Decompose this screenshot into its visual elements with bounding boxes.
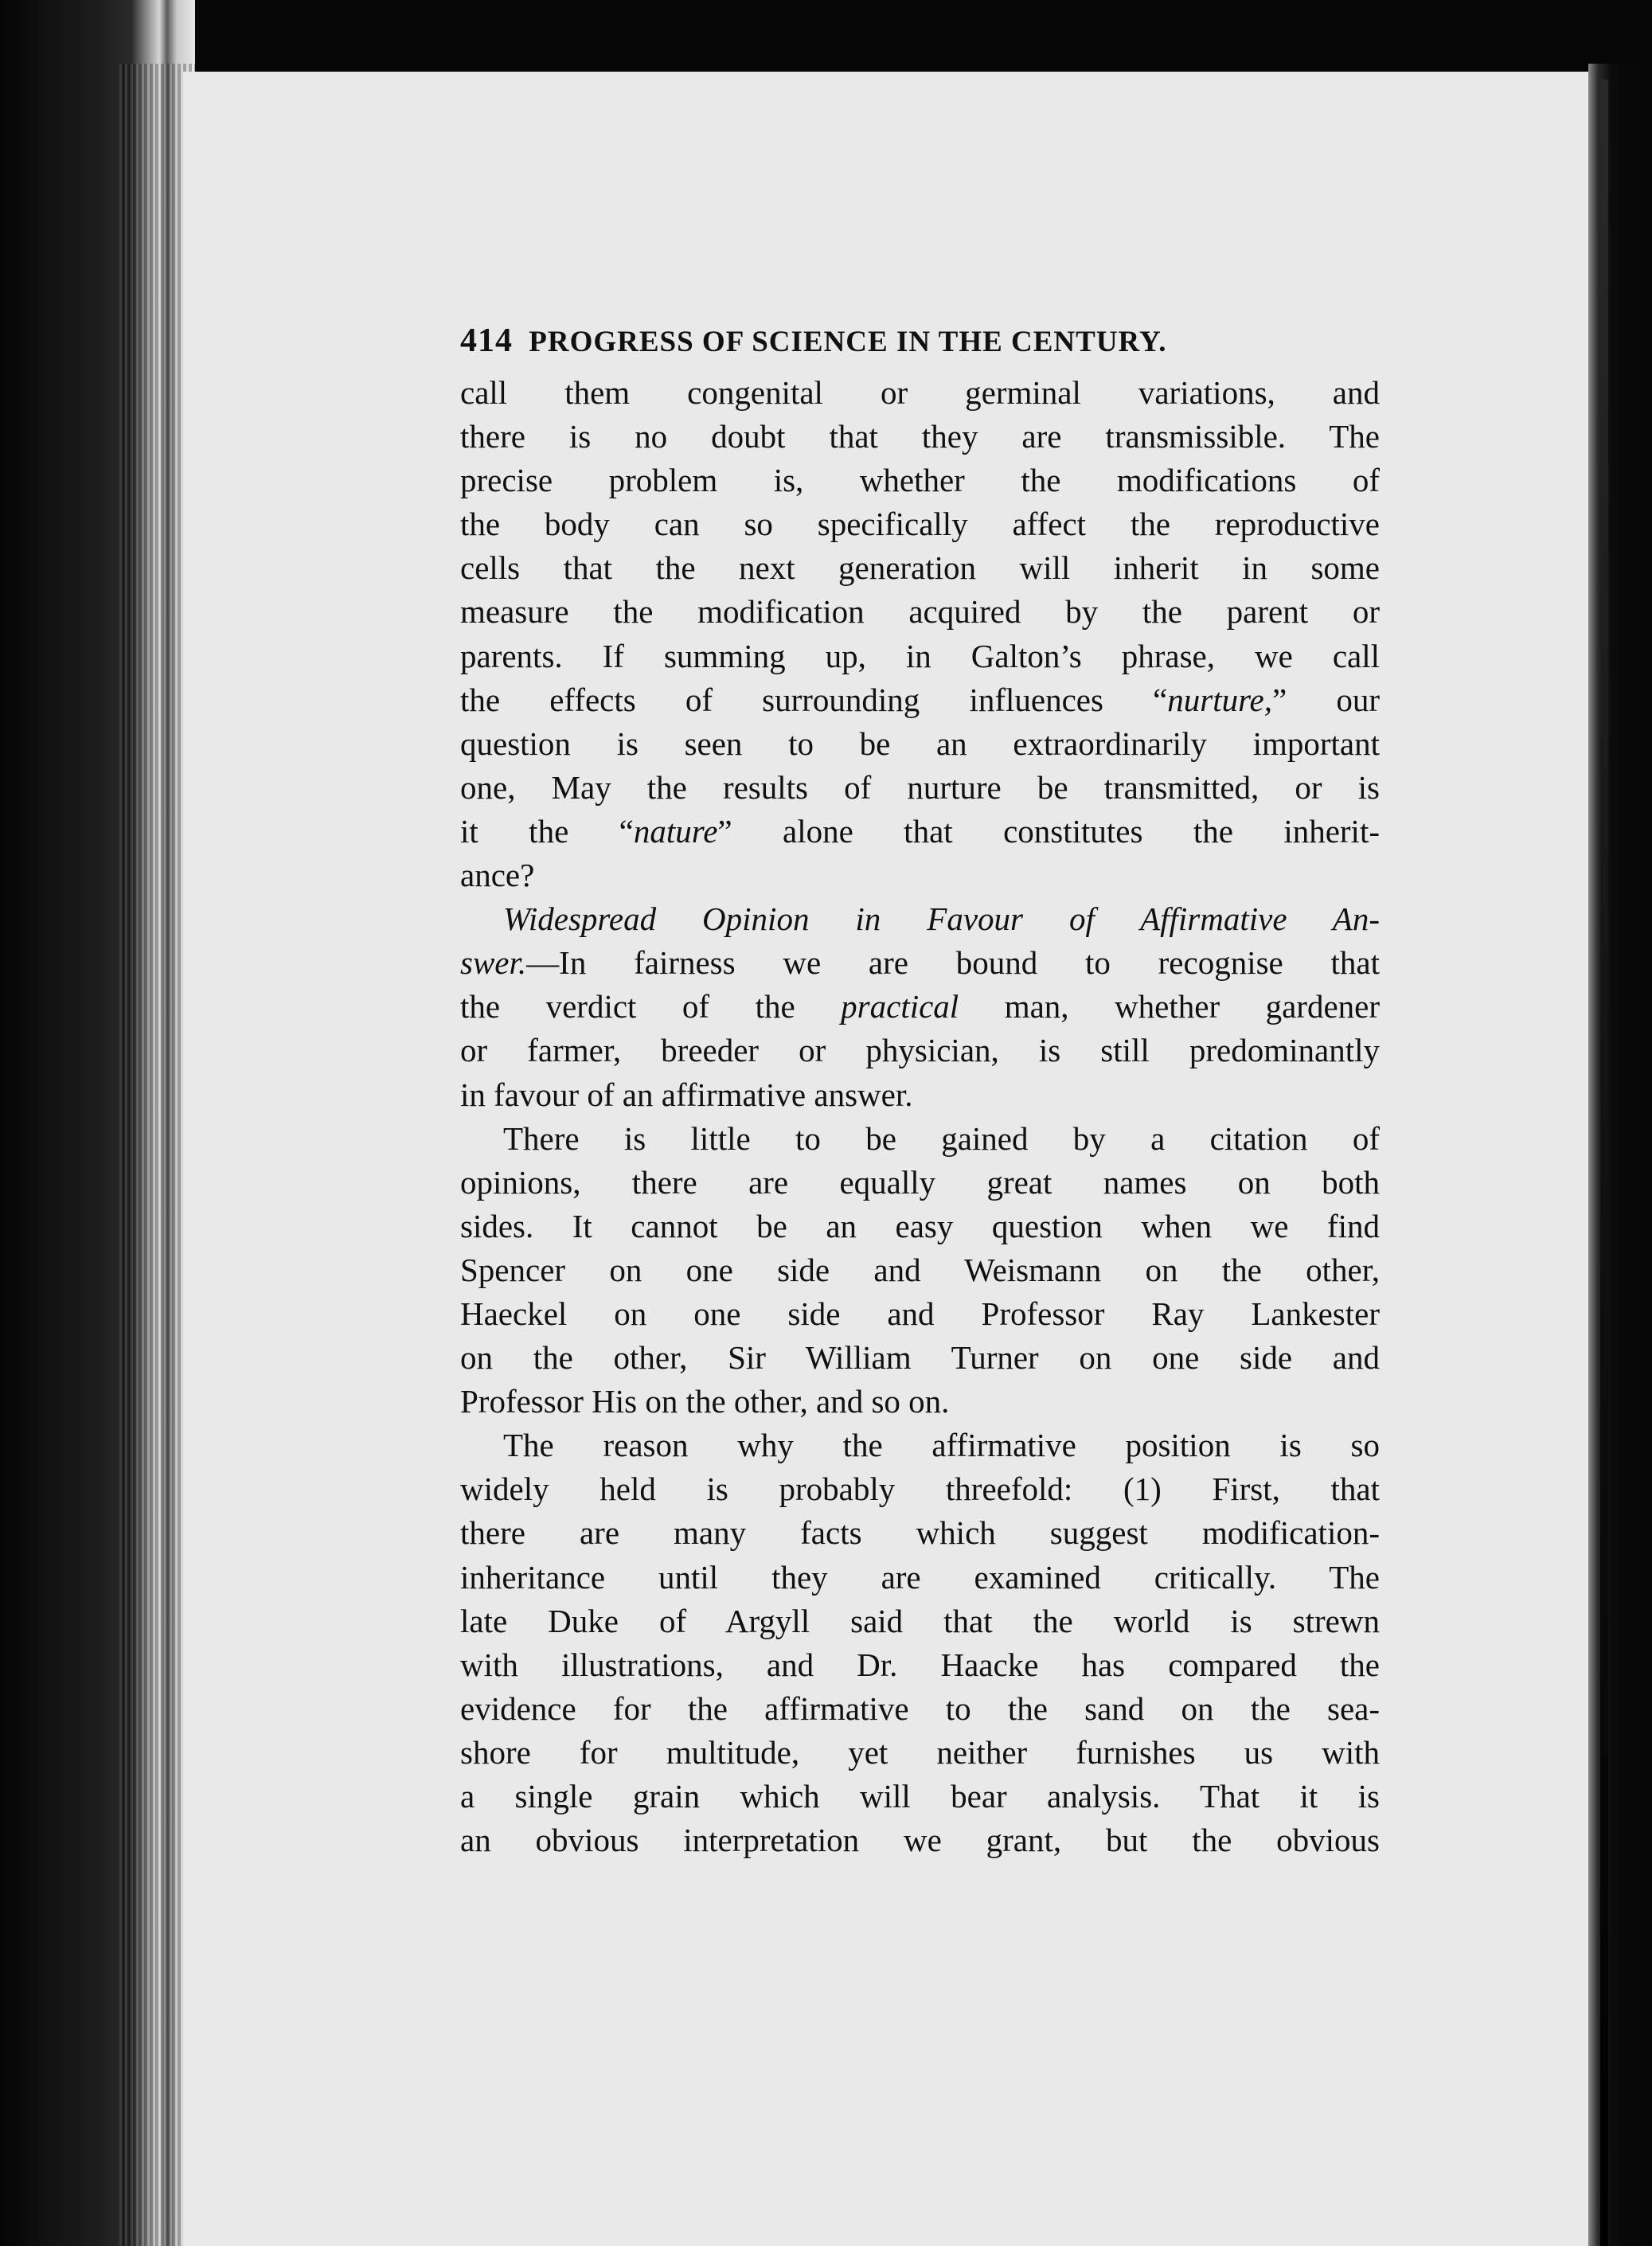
scan-border-right bbox=[1588, 64, 1652, 2246]
text-line: late Duke of Argyll said that the world is strewn bbox=[460, 1602, 1380, 1639]
text-line: question is seen to be an extraordinarily important bbox=[460, 725, 1380, 762]
text-line: call them congenital or germinal variations, and bbox=[460, 374, 1380, 411]
text-run: the effects of surrounding influences “ bbox=[460, 681, 1168, 718]
text-line: one, May the results of nurture be transmitted, or is bbox=[460, 768, 1380, 806]
text-line bbox=[460, 985, 1380, 1029]
text-run: the verdict of the bbox=[460, 988, 842, 1025]
text-line: measure the modification acquired by the parent or bbox=[460, 593, 1380, 631]
running-title: PROGRESS OF SCIENCE IN THE CENTURY. bbox=[529, 326, 1167, 358]
text-line: parents. If summing up, in Galton’s phrase, we call bbox=[460, 637, 1380, 674]
text-line bbox=[460, 810, 1380, 853]
text-run: ” our bbox=[1272, 681, 1380, 718]
text-run: —In fairness we are bound to recognise that bbox=[526, 944, 1380, 982]
text-line: Haeckel on one side and Professor Ray Lankester bbox=[460, 1295, 1380, 1332]
text-line: shore for multitude, yet neither furnishes us with bbox=[460, 1733, 1380, 1771]
text-line: the body can so specifically affect the reproductive bbox=[460, 506, 1380, 543]
italic-run: nature bbox=[633, 812, 718, 850]
page-text-block bbox=[460, 318, 1380, 1862]
text-line: there are many facts which suggest modification- bbox=[460, 1514, 1380, 1552]
page-number: 414 bbox=[460, 322, 513, 359]
running-head bbox=[460, 318, 1380, 363]
section-heading-line bbox=[460, 897, 1380, 941]
text-line: with illustrations, and Dr. Haacke has compared the bbox=[460, 1646, 1380, 1683]
text-line: a single grain which will bear analysis. That it is bbox=[460, 1778, 1380, 1814]
text-line: Professor His on the other, and so on. bbox=[460, 1383, 950, 1420]
italic-run: Widespread Opinion in Favour of Affirmative An- bbox=[503, 900, 1380, 938]
text-line: cells that the next generation will inherit in some bbox=[460, 549, 1380, 587]
italic-run: swer. bbox=[460, 944, 527, 982]
text-line: sides. It cannot be an easy question when we find bbox=[460, 1207, 1380, 1244]
text-line: precise problem is, whether the modifications of bbox=[460, 462, 1380, 499]
text-line bbox=[460, 678, 1380, 722]
text-run: man, whether gardener bbox=[959, 988, 1380, 1025]
italic-run: practical bbox=[841, 988, 959, 1025]
scan-border-top bbox=[0, 0, 1652, 76]
text-line bbox=[460, 941, 1380, 985]
text-line: inheritance until they are examined critically. The bbox=[460, 1558, 1380, 1596]
text-line: evidence for the affirmative to the sand on the sea- bbox=[460, 1689, 1380, 1727]
text-run: ” alone that constitutes the inherit- bbox=[717, 812, 1380, 850]
text-run: it the “ bbox=[460, 812, 634, 850]
page-edge-shadow bbox=[1600, 80, 1608, 2246]
italic-run: nurture, bbox=[1167, 681, 1272, 718]
head-gap bbox=[460, 363, 1380, 371]
text-line: Spencer on one side and Weismann on the other, bbox=[460, 1251, 1380, 1288]
text-line: The reason why the affirmative position is so bbox=[503, 1427, 1380, 1464]
text-line: opinions, there are equally great names on both bbox=[460, 1163, 1380, 1201]
text-line: ance? bbox=[460, 857, 535, 894]
text-line: There is little to be gained by a citation of bbox=[503, 1119, 1380, 1157]
text-line: in favour of an affirmative answer. bbox=[460, 1076, 913, 1113]
text-line: an obvious interpretation we grant, but the obvious bbox=[460, 1822, 1380, 1859]
text-line: on the other, Sir William Turner on one side and bbox=[460, 1339, 1380, 1377]
text-line: there is no doubt that they are transmissible. The bbox=[460, 418, 1380, 455]
text-line: or farmer, breeder or physician, is still predominantly bbox=[460, 1032, 1380, 1069]
text-line: widely held is probably threefold: (1) First, that bbox=[460, 1471, 1380, 1508]
